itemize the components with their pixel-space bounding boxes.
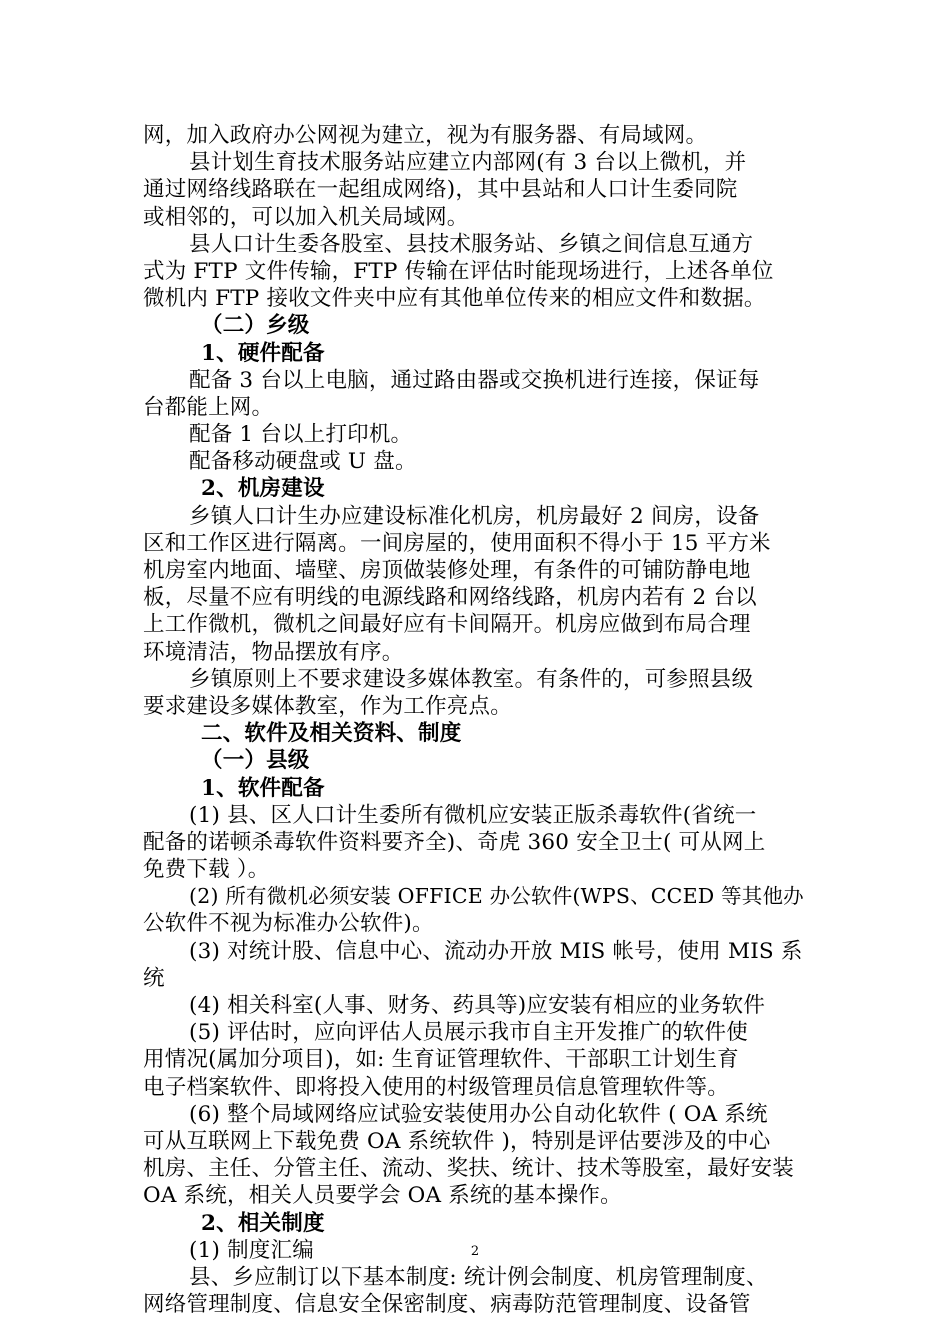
section-heading: 1、硬件配备 xyxy=(201,340,325,366)
body-line: 或相邻的，可以加入机关局域网。 xyxy=(143,204,469,230)
body-line: 环境清洁，物品摆放有序。 xyxy=(143,639,404,665)
body-line: 县计划生育技术服务站应建立内部网(有 3 台以上微机，并 xyxy=(189,150,747,176)
section-heading: 二、软件及相关资料、制度 xyxy=(201,721,462,747)
body-line: 配备的诺顿杀毒软件资料要齐全)、奇虎 360 安全卫士( 可从网上 xyxy=(143,829,766,855)
page-number: 2 xyxy=(470,1244,480,1259)
section-heading: （一）县级 xyxy=(201,748,310,774)
body-line: 通过网络线路联在一起组成网络)，其中县站和人口计生委同院 xyxy=(143,177,738,203)
body-line: 统 xyxy=(143,965,165,991)
body-line: 配备 3 台以上电脑，通过路由器或交换机进行连接，保证每 xyxy=(189,367,760,393)
body-line: 县人口计生委各股室、县技术服务站、乡镇之间信息互通方 xyxy=(189,231,754,257)
body-line: 台都能上网。 xyxy=(143,394,274,420)
body-line: 用情况(属加分项目)，如: 生育证管理软件、干部职工计划生育 xyxy=(143,1047,739,1073)
body-line: 公软件不视为标准办公软件)。 xyxy=(143,911,434,937)
body-line: (1) 制度汇编 xyxy=(189,1237,314,1263)
section-heading: 2、机房建设 xyxy=(201,476,325,502)
body-line: 式为 FTP 文件传输，FTP 传输在评估时能现场进行，上述各单位 xyxy=(143,258,774,284)
body-line: OA 系统，相关人员要学会 OA 系统的基本操作。 xyxy=(143,1183,622,1209)
body-line: 免费下载 ）。 xyxy=(143,857,270,883)
body-line: 网，加入政府办公网视为建立，视为有服务器、有局域网。 xyxy=(143,123,708,148)
body-line: (4) 相关科室(人事、财务、药具等)应安装有相应的业务软件 xyxy=(189,993,766,1018)
section-heading: 2、相关制度 xyxy=(201,1210,325,1236)
body-line: (2) 所有微机必须安装 OFFICE 办公软件(WPS、CCED 等其他办 xyxy=(189,884,804,909)
body-line: 网络管理制度、信息安全保密制度、病毒防范管理制度、设备管 xyxy=(143,1292,751,1318)
body-line: 上工作微机，微机之间最好应有卡间隔开。机房应做到布局合理 xyxy=(143,612,751,638)
body-line: 电子档案软件、即将投入使用的村级管理员信息管理软件等。 xyxy=(143,1074,729,1100)
body-line: 乡镇原则上不要求建设多媒体教室。有条件的，可参照县级 xyxy=(189,666,754,692)
body-line: 配备 1 台以上打印机。 xyxy=(189,422,413,448)
body-line: 区和工作区进行隔离。一间房屋的，使用面积不得小于 15 平方米 xyxy=(143,530,771,556)
body-line: (3) 对统计股、信息中心、流动办开放 MIS 帐号，使用 MIS 系 xyxy=(189,938,803,964)
body-line: 县、乡应制订以下基本制度: 统计例会制度、机房管理制度、 xyxy=(189,1264,768,1290)
body-line: (5) 评估时，应向评估人员展示我市自主开发推广的软件使 xyxy=(189,1020,748,1046)
body-line: 配备移动硬盘或 U 盘。 xyxy=(189,449,417,475)
body-line: (6) 整个局域网络应试验安装使用办公自动化软件 ( OA 系统 xyxy=(189,1101,768,1127)
document-body xyxy=(143,122,807,1318)
body-line: (1) 县、区人口计生委所有微机应安装正版杀毒软件(省统一 xyxy=(189,802,757,828)
body-line: 机房、主任、分管主任、流动、奖扶、统计、技术等股室，最好安装 xyxy=(143,1156,795,1182)
body-line: 微机内 FTP 接收文件夹中应有其他单位传来的相应文件和数据。 xyxy=(143,286,766,312)
body-line: 机房室内地面、墙壁、房顶做装修处理，有条件的可铺防静电地 xyxy=(143,558,751,583)
body-line: 板，尽量不应有明线的电源线路和网络线路，机房内若有 2 台以 xyxy=(143,585,757,611)
section-heading: （二）乡级 xyxy=(201,313,310,339)
body-line: 乡镇人口计生办应建设标准化机房，机房最好 2 间房，设备 xyxy=(189,503,760,529)
section-heading: 1、软件配备 xyxy=(201,775,325,801)
body-line: 可从互联网上下载免费 OA 系统软件 )，特别是评估要涉及的中心 xyxy=(143,1128,771,1154)
body-line: 要求建设多媒体教室，作为工作亮点。 xyxy=(143,693,512,719)
